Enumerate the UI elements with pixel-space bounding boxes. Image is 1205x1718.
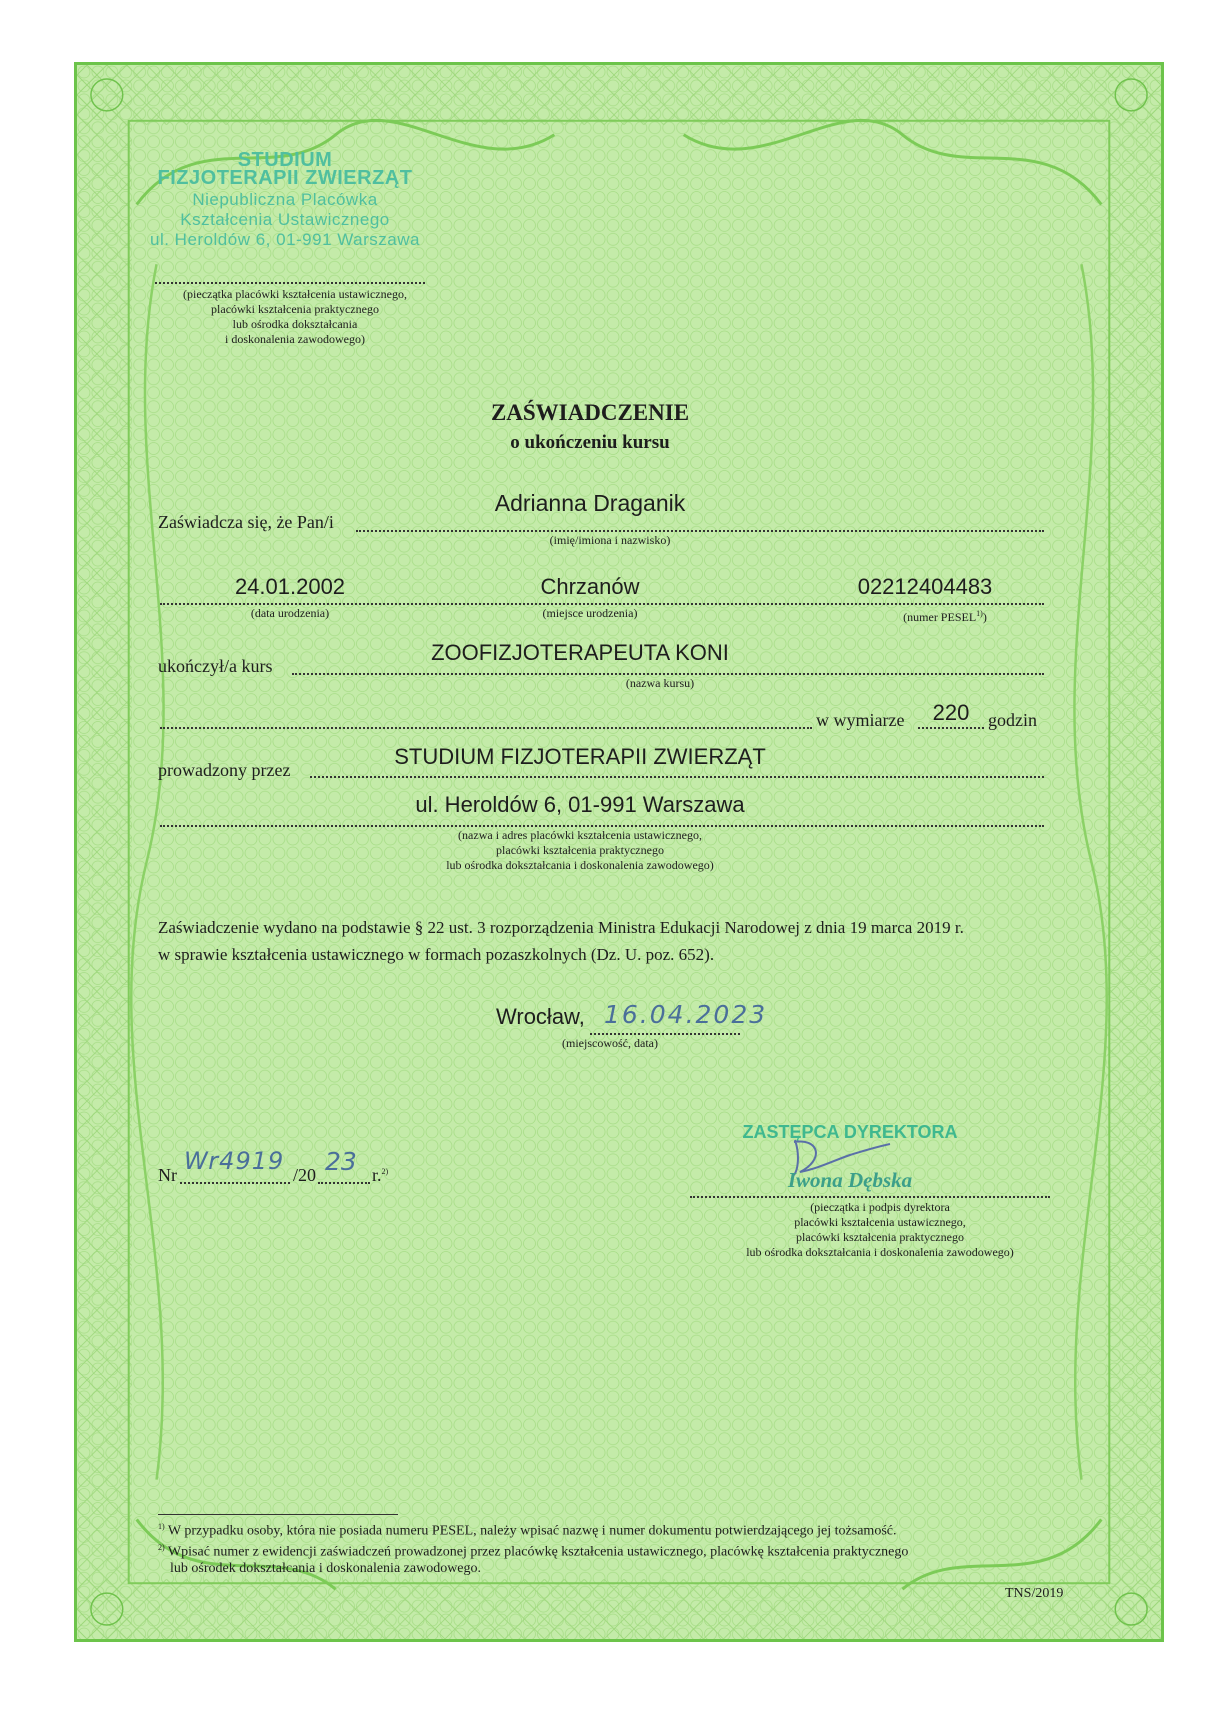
footnote-1: $^{1)}$ W przypadku osoby, która nie posiada numeru PESEL, należy wpisać nazwę i numer dokumentu potwierdzającego jej tożsamość. [158,1522,897,1539]
issue-date-dotted-line [590,1033,740,1035]
legal-basis-line-2: w sprawie kształcenia ustawicznego w formach pozaszkolnych (Dz. U. poz. 652). [158,945,715,964]
director-title-stamp: ZASTĘPCA DYREKTORA [742,1122,958,1142]
issue-place: Wrocław, [496,1004,585,1029]
number-value: Wr4919 [184,1147,285,1175]
document-title: ZAŚWIADCZENIE [490,400,690,425]
person-label: Zaświadcza się, że Pan/i [158,512,334,532]
director-caption-1: (pieczątka i podpis dyrektora [810,1200,950,1214]
number-suffix: r.$^{2)}$ [372,1165,389,1185]
hours-unit: godzin [988,710,1037,730]
stamp-line-4: Kształcenia Ustawicznego [180,210,390,229]
director-caption-4: lub ośrodka dokształcania i doskonalenia zawodowego) [746,1245,1014,1259]
stamp-dotted-line [155,282,425,284]
birth-dotted-line [160,603,1044,605]
stamp-caption-4: i doskonalenia zawodowego) [225,332,365,346]
stamp-line-3: Niepubliczna Placówka [192,190,378,209]
document-subtitle: o ukończeniu kursu [510,432,670,453]
footnote-2-continued: lub ośrodek dokształcania i doskonalenia zawodowego. [170,1561,482,1576]
stamp-caption-2: placówki kształcenia praktycznego [211,302,379,316]
footnote-separator [158,1514,398,1515]
provider-label: prowadzony przez [158,760,291,780]
person-name: Adrianna Draganik [494,490,686,516]
course-label: ukończył/a kurs [158,656,273,676]
stamp-line-1: STUDIUM [237,149,333,171]
provider-dotted-line [310,776,1044,778]
provider-caption-2: placówki kształcenia praktycznego [496,843,664,857]
provider-caption-1: (nazwa i adres placówki kształcenia ustawicznego, [458,828,702,842]
year-dotted-line [318,1182,370,1184]
birth-place-caption: (miejsce urodzenia) [542,606,638,620]
name-dotted-line [356,530,1044,532]
birth-date: 24.01.2002 [234,574,346,599]
stamp-caption-1: (pieczątka placówki kształcenia ustawicznego, [183,287,407,301]
stamp-line-5: ul. Heroldów 6, 01-991 Warszawa [150,230,420,249]
hours-value: 220 [932,700,970,725]
hours-label: w wymiarze [816,710,905,730]
hours-dotted-line [918,727,984,729]
director-caption-3: placówki kształcenia praktycznego [796,1230,964,1244]
pesel-number: 02212404483 [857,574,993,599]
course-dotted-line [292,673,1044,675]
name-caption: (imię/imiona i nazwisko) [549,533,671,547]
course-dotted-line-2 [160,727,812,729]
number-year: 23 [325,1147,357,1176]
director-dotted-line [690,1196,1050,1198]
issue-date-handwritten: 16.04.2023 [604,1000,768,1029]
birth-place: Chrzanów [540,574,640,599]
footnote-2: $^{2)}$ Wpisać numer z ewidencji zaświadczeń prowadzonej przez placówkę kształcenia ustawicznego, placówkę kształcenia praktycznego [158,1543,909,1560]
course-name: ZOOFIZJOTERAPEUTA KONI [431,640,729,665]
course-caption: (nazwa kursu) [625,676,695,690]
issue-caption: (miejscowość, data) [562,1036,658,1050]
stamp-caption-3: lub ośrodka dokształcania [232,317,358,331]
number-prefix: Nr [158,1165,177,1185]
number-dotted-line [180,1182,290,1184]
provider-name: STUDIUM FIZJOTERAPII ZWIERZĄT [394,744,766,769]
form-code: TNS/2019 [1005,1586,1064,1601]
stamp-line-2: FIZJOTERAPII ZWIERZĄT [157,167,413,189]
director-caption-2: placówki kształcenia ustawicznego, [794,1215,966,1229]
provider-dotted-line-2 [160,825,1044,827]
pesel-caption: (numer PESEL$^{1)}$) [903,609,987,624]
legal-basis-line-1: Zaświadczenie wydano na podstawie § 22 ust. 3 rozporządzenia Ministra Edukacji Narodowej z dnia 19 marca 2019 r. [158,918,964,937]
number-year-prefix: /20 [293,1165,317,1185]
provider-address: ul. Heroldów 6, 01-991 Warszawa [415,792,745,817]
director-name-stamp: Iwona Dębska [787,1168,913,1192]
birth-date-caption: (data urodzenia) [250,606,330,620]
provider-caption-3: lub ośrodka dokształcania i doskonalenia zawodowego) [446,858,714,872]
